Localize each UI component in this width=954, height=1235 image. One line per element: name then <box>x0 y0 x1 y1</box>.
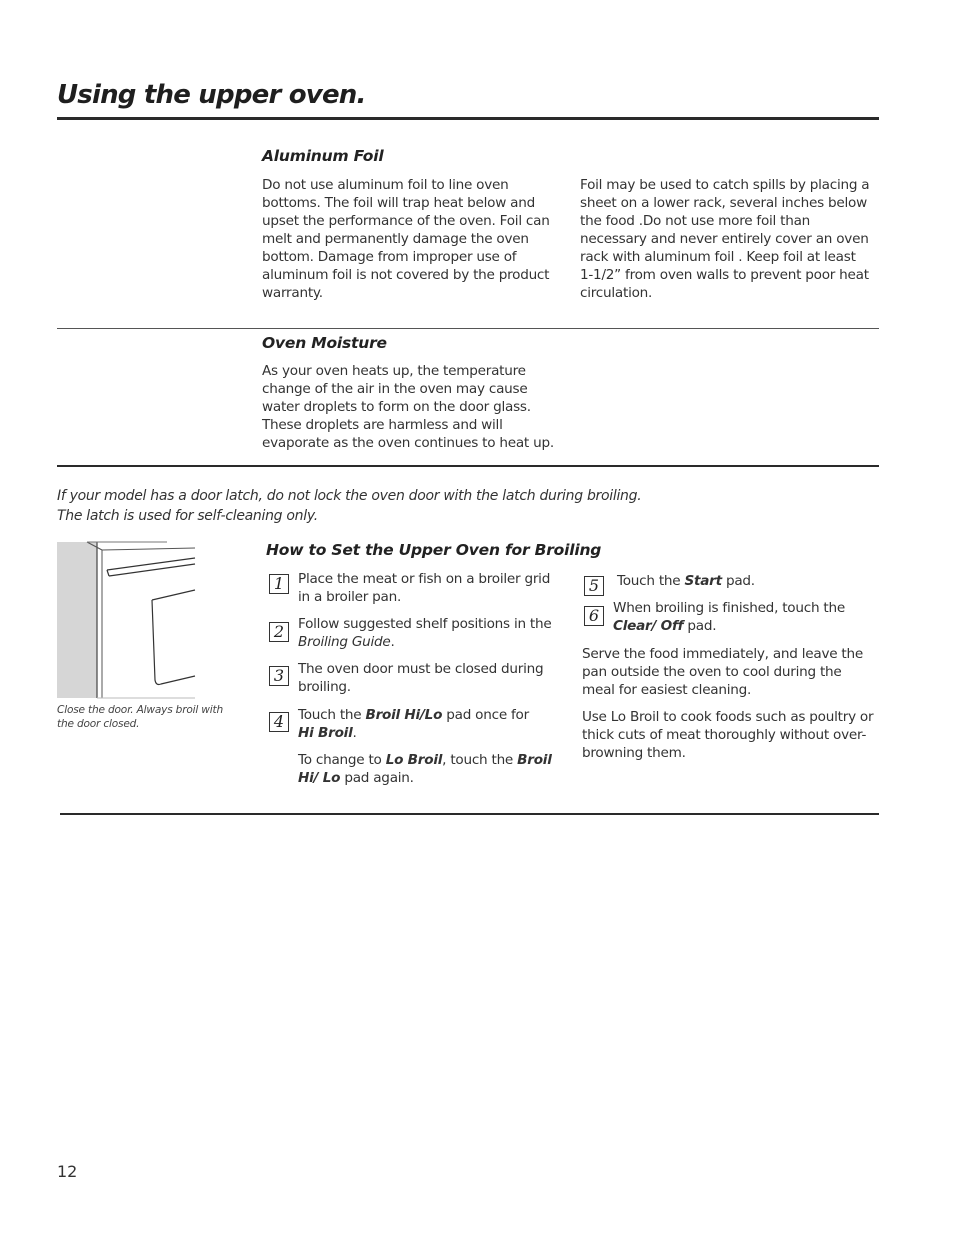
step-2-text-c: . <box>390 634 395 650</box>
step-4-text-a: Touch the <box>298 707 366 723</box>
step-1-number: 1 <box>269 574 289 594</box>
lo-broil-text-a: To change to <box>298 752 386 768</box>
oven-door-illustration <box>57 540 197 700</box>
step-2-broiling-guide: Broiling Guide <box>298 634 391 650</box>
step-6-clear-off: Clear/ Off <box>613 618 684 634</box>
step-4-broil-hi-lo: Broil Hi/Lo <box>365 707 443 723</box>
step-4-hi-broil: Hi Broil <box>298 725 353 741</box>
step-3-number: 3 <box>269 666 289 686</box>
step-6-number: 6 <box>584 606 604 626</box>
step-6-text-a: When broiling is finished, touch the <box>613 600 845 616</box>
step-5-text <box>617 572 879 590</box>
page-number: 12 <box>57 1162 78 1181</box>
broiling-heading: How to Set the Upper Oven for Broiling <box>266 541 602 559</box>
step-6-text <box>613 599 877 635</box>
step-6-text-c: pad. <box>683 618 717 634</box>
lo-broil-label: Lo Broil <box>385 752 443 768</box>
step-5-start: Start <box>684 573 722 589</box>
step-4-text <box>298 706 560 742</box>
lo-broil-text-e: pad again. <box>340 770 414 786</box>
step-5-number: 5 <box>584 576 604 596</box>
section-divider-1 <box>57 328 879 329</box>
latch-note-line-1: If your model has a door latch, do not lock the oven door with the latch during broiling. <box>57 488 642 504</box>
aluminum-foil-text-left: Do not use aluminum foil to line oven bottoms. The foil will trap heat below and upset the performance of the oven. Foil can melt and permanently damage the oven bottom. Damage from improper use of aluminum foil is not covered by the product warranty. <box>262 177 550 301</box>
lo-broil-pad-label: Broil Hi/ Lo <box>298 752 552 786</box>
latch-note-line-2: The latch is used for self-cleaning only. <box>57 508 318 524</box>
step-2-number: 2 <box>269 622 289 642</box>
step-2-text-a: Follow suggested shelf positions in the <box>298 616 552 632</box>
title-rule <box>57 117 879 120</box>
lo-broil-use-text: Use Lo Broil to cook foods such as poultry or thick cuts of meat thoroughly without over-browning them. <box>582 709 874 761</box>
lo-broil-text-c: , touch the <box>442 752 518 768</box>
step-4-text-e: . <box>352 725 357 741</box>
section-divider-2 <box>57 465 879 467</box>
oven-moisture-heading: Oven Moisture <box>262 334 387 352</box>
step-4-text-c: pad once for <box>442 707 529 723</box>
oven-moisture-text: As your oven heats up, the temperature change of the air in the oven may cause water droplets to form on the door glass. These droplets are harmless and will evaporate as the oven continues to heat up. <box>262 363 554 451</box>
step-1-text: Place the meat or fish on a broiler grid in a broiler pan. <box>298 571 551 605</box>
aluminum-foil-heading: Aluminum Foil <box>262 147 384 165</box>
serve-text: Serve the food immediately, and leave the pan outside the oven to cool during the meal for easiest cleaning. <box>582 646 863 698</box>
aluminum-foil-text-right: Foil may be used to catch spills by placing a sheet on a lower rack, several inches below the food .Do not use more foil than necessary and never entirely cover an oven rack with aluminum foil . Keep foil at least 1-1/2” from oven walls to prevent poor heat circulation. <box>580 177 870 301</box>
figure-caption: Close the door. Always broil with the door closed. <box>57 704 223 730</box>
latch-note <box>57 486 877 526</box>
step-2-text <box>298 615 560 651</box>
step-5-text-a: Touch the <box>617 573 685 589</box>
lo-broil-change-text <box>298 751 562 787</box>
section-divider-3 <box>60 813 879 815</box>
step-5-text-c: pad. <box>721 573 755 589</box>
page-title: Using the upper oven. <box>57 80 366 110</box>
step-3-text: The oven door must be closed during broiling. <box>298 661 544 695</box>
step-4-number: 4 <box>269 712 289 732</box>
